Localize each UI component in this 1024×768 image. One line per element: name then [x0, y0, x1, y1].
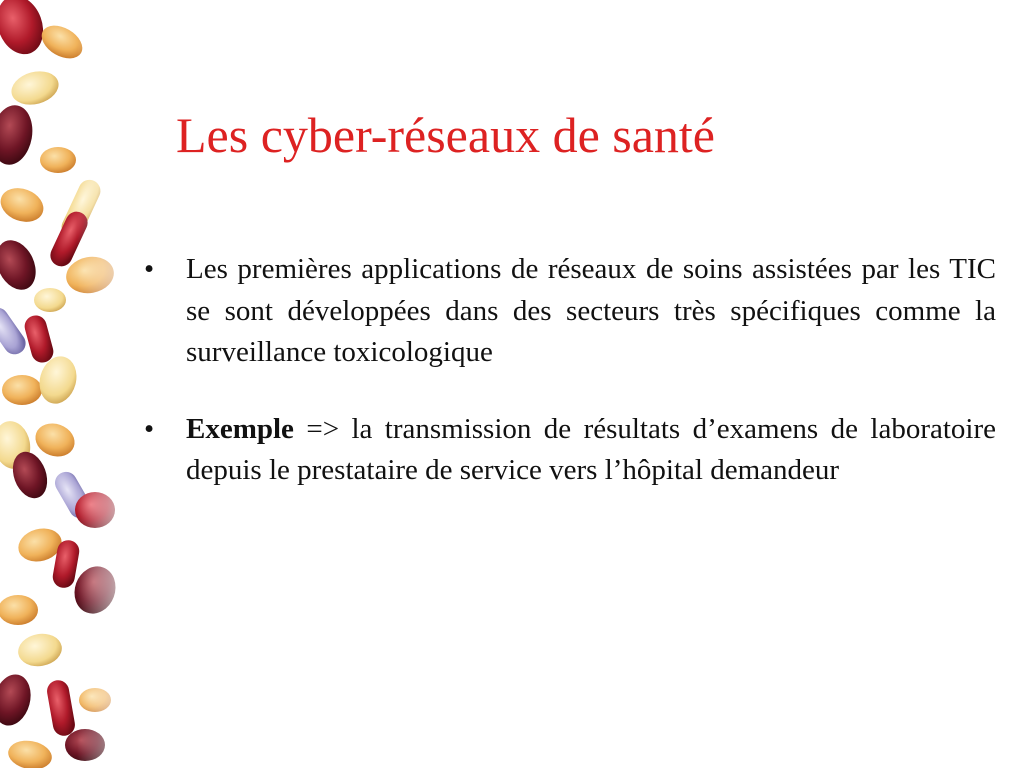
bullet-marker: • — [144, 412, 155, 445]
bullet-text: Les premières applications de réseaux de soins assistées par les TIC se sont développées dans des secteurs très spécifiques comme la surveillance toxicologique — [186, 253, 996, 368]
pills-decoration-image — [0, 0, 140, 768]
bullet-text: => la transmission de résultats d’examens de laboratoire depuis le prestataire de service vers l’hôpital demandeur — [186, 412, 996, 486]
bullet-list — [140, 249, 996, 527]
slide-title: Les cyber-réseaux de santé — [176, 107, 715, 163]
bullet-lead: Exemple — [186, 412, 294, 445]
bullet-item — [140, 409, 996, 492]
bullet-marker: • — [144, 253, 155, 285]
bullet-item — [140, 249, 996, 374]
